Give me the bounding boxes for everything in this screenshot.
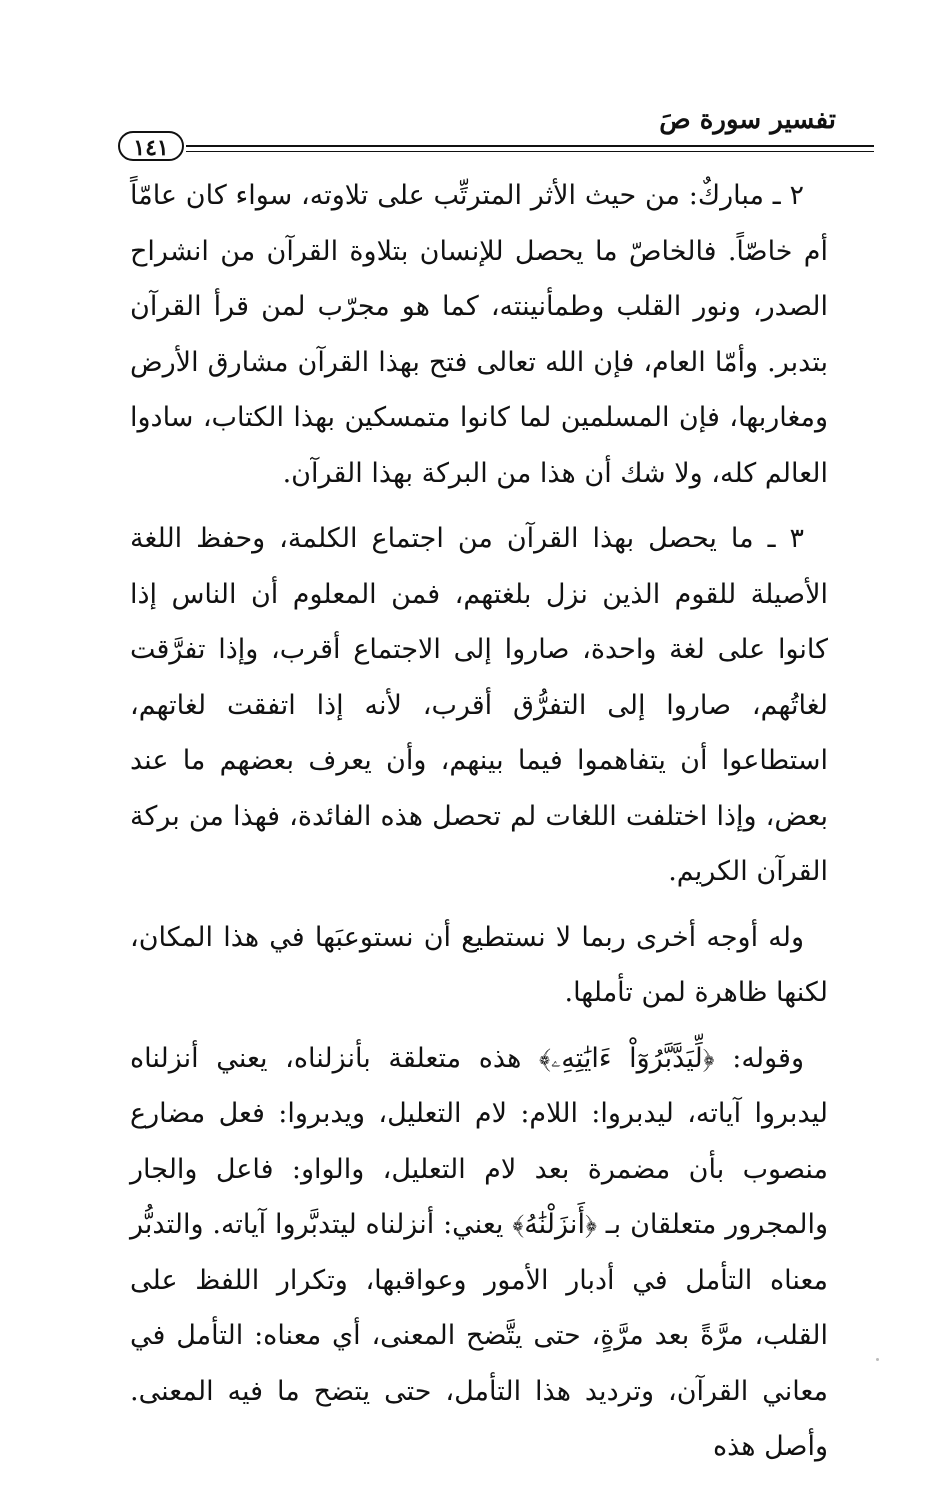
running-title: تفسير سورة صَ [659,105,836,135]
paragraph-tadabbur: وقوله: ﴿لِّيَدَّبَّرُوٓاْ ءَايَٰتِهِۦ﴾ هذه متعلقة بأنزلناه، يعني أنزلناه ليدبروا آياته، ليدبروا: اللام: لام التعليل، ويدبروا: فعل مضارع منصوب بأن مضمرة بعد لام التعليل، والواو: فاعل والجار والمجرور متعلقان بـ ﴿أَنزَلْنَٰهُ﴾ يعني: أنزلناه ليتدبَّروا آياته. والتدبُّر معناه التأمل في أدبار الأمور وعواقبها، وتكرار اللفظ على القلب، مرَّةً بعد مرَّةٍ، حتى يتَّضح المعنى، أي معناه: التأمل في معاني القرآن، وترديد هذا التأمل، حتى يتضح ما فيه المعنى. وأصل هذه [130,1042,828,1462]
page-number-badge: ١٤١ [118,131,184,161]
paragraph-blessing: ٢ ـ مباركٌ: من حيث الأثر المترتِّب على تلاوته، سواء كان عامّاً أم خاصّاً. فالخاصّ ما يحصل للإنسان بتلاوة القرآن من انشراح الصدر، ونور القلب وطمأنينته، كما هو مجرّب لمن قرأ القرآن بتدبر. وأمّا العام، فإن الله تعالى فتح بهذا القرآن مشارق الأرض ومغاربها، فإن المسلمين لما كانوا متمسكين بهذا الكتاب، سادوا العالم كله، ولا شك أن هذا من البركة بهذا القرآن. [130,180,828,489]
scan-speck [876,1358,879,1361]
header-rule-thin [186,151,874,152]
header-rule [186,145,874,147]
paragraph-other-aspects: وله أوجه أخرى ربما لا نستطيع أن نستوعبَها في هذا المكان، لكنها ظاهرة لمن تأملها. [130,921,828,1008]
body-text [130,168,828,1489]
paragraph-unity-of-language: ٣ ـ ما يحصل بهذا القرآن من اجتماع الكلمة، وحفظ اللغة الأصيلة للقوم الذين نزل بلغتهم، فمن المعلوم أن الناس إذا كانوا على لغة واحدة، صاروا إلى الاجتماع أقرب، وإذا تفرَّقت لغاتُهم، صاروا إلى التفرُّق أقرب، لأنه إذا اتفقت لغاتهم، استطاعوا أن يتفاهموا فيما بينهم، وأن يعرف بعضهم ما عند بعض، وإذا اختلفت اللغات لم تحصل هذه الفائدة، فهذا من بركة القرآن الكريم. [130,523,828,887]
